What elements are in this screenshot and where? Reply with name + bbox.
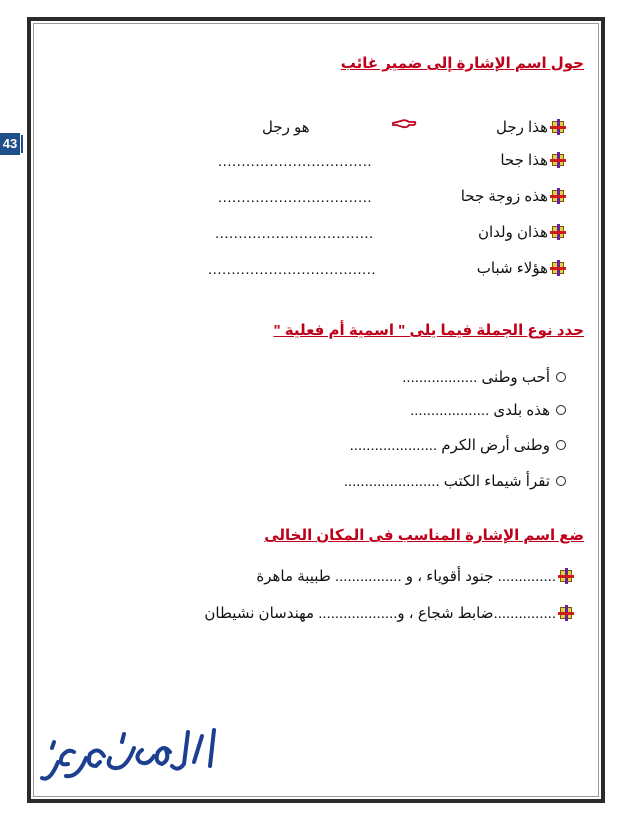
pointing-hand-icon [391,117,417,131]
circle-bullet-icon [556,405,566,415]
section3-row: ...............ضابط شجاع ، و................... مهندسان نشيطان [204,604,572,622]
flag-cross-icon [552,262,564,274]
flag-cross-icon [552,121,564,133]
page-number: 43 [2,136,18,151]
section1-answer: ................................. [218,189,373,206]
section2-heading: حدد نوع الجملة فيما يلى " اسمية أم فعلية " [273,322,584,339]
circle-bullet-icon [556,440,566,450]
section1-answer: .................................. [215,225,374,242]
section3-heading: ضع اسم الإشارة المناسب فى المكان الخالى [264,527,584,544]
page-number-badge [0,133,20,155]
section1-row: هذا رجل [496,118,564,136]
section1-heading: حول اسم الإشارة إلى ضمير غائب [340,55,584,72]
section1-answer: ................................. [218,153,373,170]
section2-item: تقرأ شيماء الكتب ....................... [344,472,566,490]
flag-cross-icon [560,607,572,619]
section1-answer: هو رجل [262,119,310,136]
circle-bullet-icon [556,372,566,382]
section1-answer: .................................... [208,261,377,278]
section2-item: وطنى أرض الكرم ..................... [350,436,566,454]
flag-cross-icon [552,190,564,202]
section1-row: هذه زوجة جحا [461,187,564,205]
section1-row: هذان ولدان [478,223,564,241]
flag-cross-icon [552,154,564,166]
section2-item: هذه بلدى ................... [410,401,566,419]
signature-image [38,722,238,790]
section2-item: أحب وطنى .................. [402,368,566,386]
flag-cross-icon [552,226,564,238]
section3-row: .............. جنود أقوياء ، و ................ طبيبة ماهرة [256,567,572,585]
section1-row: هؤلاء شباب [477,259,564,277]
section1-row: هذا جحا [500,151,564,169]
circle-bullet-icon [556,476,566,486]
flag-cross-icon [560,570,572,582]
